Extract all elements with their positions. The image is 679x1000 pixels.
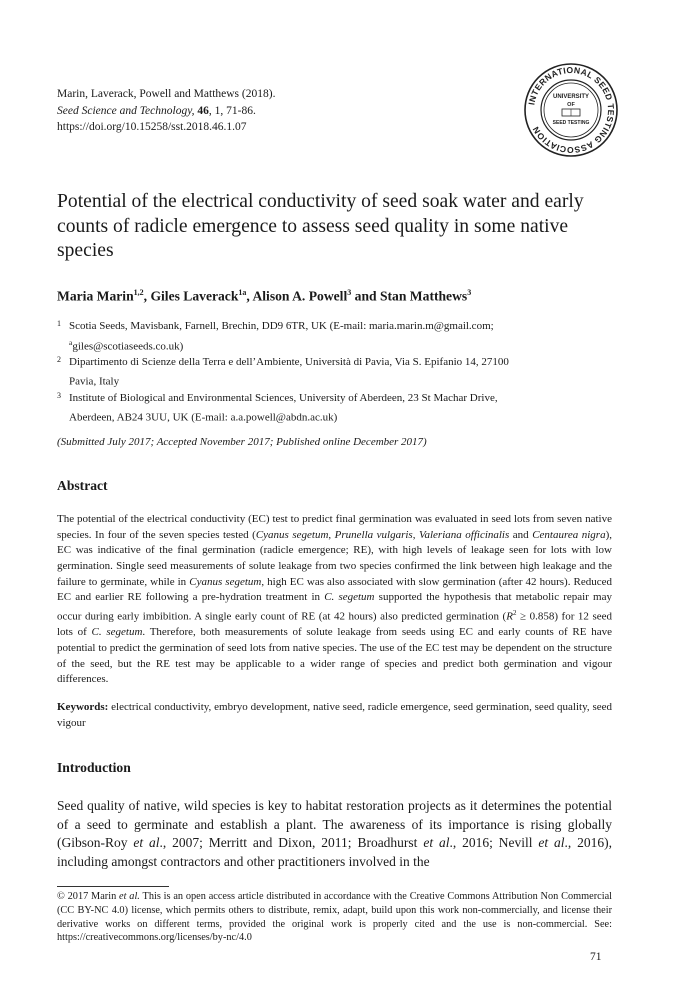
species-name: Cyanus segetum — [255, 528, 329, 541]
affiliation-3 — [57, 391, 627, 427]
species-name: C. segetum — [324, 591, 375, 604]
seal-inner-top: UNIVERSITY — [552, 94, 590, 100]
affiliation-text — [69, 355, 627, 391]
affiliation-2 — [57, 355, 627, 391]
keywords-label: Keywords: — [57, 701, 109, 713]
affiliation-line: Scotia Seeds, Mavisbank, Farnell, Brechin, DD9 6TR, UK (E-mail: maria.marin.m@gmail.com; — [69, 320, 494, 332]
affiliation-number: 1 — [57, 319, 61, 328]
citation-authors: Marin, Laverack, Powell and Matthews (2018). — [57, 88, 276, 100]
introduction-text — [57, 797, 612, 871]
affiliation-line-2: Pavia, Italy — [69, 376, 120, 389]
license-part: This is an open access article distributed in accordance with the Creative Commons Attribution Non Commercial (CC BY-NC 4.0) license, which permits others to distribute, remix, adapt, build upon this work non-commercially, and license their derivative works on different terms, provided the original work is properly cited and the use is non-commercial. See: https://creativecommons.org/licenses/by-nc/4.0 — [57, 891, 613, 944]
intro-part: Seed quality of native, wild species is key to habitat restoration projects as it determines the potential of a seed to germinate and establish a plant. The awareness of its importance is rising globally (Gibson-Roy — [57, 798, 612, 851]
affiliation-text — [69, 391, 627, 427]
seal-outer-text: INTERNATIONAL SEED TESTING ASSOCIATION — [526, 64, 617, 156]
author-name: Giles Laverack — [150, 288, 239, 304]
affiliation-sup: a — [69, 337, 73, 347]
doi-link[interactable]: https://doi.org/10.15258/sst.2018.46.1.07 — [57, 121, 247, 133]
abstract-part: , high EC was also associated with slow germination (after 42 hours). Reduced EC and earlier RE following a pre-hydration treatment in — [57, 575, 613, 604]
ista-seal-logo — [523, 62, 619, 158]
abstract-part: and — [509, 528, 533, 541]
author-separator: and — [351, 288, 380, 304]
footnote-divider — [57, 886, 169, 887]
author-list — [57, 288, 627, 305]
keywords — [57, 700, 612, 731]
abstract-part: The potential of the electrical conductivity (EC) test to predict final germination was evaluated in seed lots from seven native species. In four of the seven species tested ( — [57, 513, 612, 541]
submission-dates: (Submitted July 2017; Accepted November 2017; Published online December 2017) — [57, 436, 427, 448]
author-separator: , — [143, 288, 151, 304]
affiliation-line-2: giles@scotiaseeds.co.uk) — [72, 340, 184, 353]
author-affiliation-sup: 3 — [347, 288, 352, 297]
affiliation-line: Institute of Biological and Environmental Sciences, University of Aberdeen, 23 St Machar Drive, — [69, 391, 498, 404]
species-name: Cyanus segetum — [189, 575, 262, 588]
citation-journal-line: Seed Science and Technology, 46, 1, 71-86. — [57, 104, 256, 117]
r-squared-sup: 2 — [512, 608, 517, 617]
seal-icon — [523, 62, 619, 158]
abstract-part: , — [328, 528, 335, 541]
introduction-heading: Introduction — [57, 760, 131, 775]
et-al: et al. — [119, 891, 140, 902]
author-name: Maria Marin — [57, 288, 134, 304]
author-affiliation-sup: 1a — [238, 288, 247, 297]
affiliation-number: 3 — [57, 390, 61, 400]
intro-part: ., 2016; Nevill — [449, 835, 539, 851]
license-part: © 2017 Marin — [57, 891, 120, 902]
seal-inner-mid: OF — [567, 102, 575, 108]
author-name: Alison A. Powell — [252, 288, 348, 304]
intro-part: ., 2016), including amongst contractors and other practitioners involved in the — [57, 835, 613, 869]
page-number: 71 — [590, 951, 602, 963]
affiliations — [57, 319, 627, 427]
abstract-part: ), EC was indicative of the final germination (radicle emergence; RE), with high levels of leakage seen for lots with low germination. Single seed measurements of solute leakage from two species confirmed the link between high leakage and the failure to germinate, while in — [57, 528, 612, 588]
affiliation-1 — [57, 319, 627, 355]
abstract-part: ≥ 0.858) for 12 seed lots of — [57, 610, 613, 639]
keywords-text: electrical conductivity, embryo development, native seed, radicle emergence, seed germination, seed quality, seed vigour — [57, 701, 612, 729]
affiliation-line-2: Aberdeen, AB24 3UU, UK (E-mail: a.a.powell@abdn.ac.uk) — [69, 411, 338, 424]
abstract-heading: Abstract — [57, 478, 108, 493]
abstract-text — [57, 512, 612, 688]
species-name: Prunella vulgaris — [334, 528, 413, 541]
author-separator: , — [246, 288, 253, 304]
citation-block — [57, 86, 497, 136]
affiliation-line — [69, 335, 627, 355]
et-al: et al — [538, 835, 565, 851]
author-affiliation-sup: 3 — [467, 288, 472, 297]
species-name: Centaurea nigra — [532, 528, 606, 541]
author-affiliation-sup: 1,2 — [133, 288, 144, 297]
license-footnote — [57, 890, 612, 945]
abstract-part: supported the hypothesis that metabolic repair may occur during early imbibition. A single early count of RE (at 42 hours) also predicted germination ( — [57, 591, 612, 623]
author-name: Stan Matthews — [379, 288, 468, 304]
abstract-part: , — [412, 528, 419, 541]
r-squared-symbol: R — [506, 610, 513, 623]
affiliation-text — [69, 319, 627, 355]
affiliation-line — [69, 406, 627, 426]
seal-inner-bottom: SEED TESTING — [552, 120, 590, 126]
journal-volume: 46 — [197, 104, 209, 117]
affiliation-number: 2 — [57, 354, 61, 364]
species-name: Valeriana officinalis — [418, 528, 510, 541]
paper-title: Potential of the electrical conductivity of seed soak water and early counts of radicle emergence to assess seed quality in some native species — [57, 191, 584, 261]
intro-part: ., 2007; Merritt and Dixon, 2011; Broadhurst — [159, 835, 424, 851]
et-al: et al — [133, 835, 160, 851]
et-al: et al — [423, 835, 450, 851]
affiliation-line: Dipartimento di Scienze della Terra e dell’Ambiente, Università di Pavia, Via S. Epifanio 14, 27100 — [69, 355, 509, 368]
journal-name: Seed Science and Technology — [57, 104, 192, 117]
abstract-part: . Therefore, both measurements of solute leakage from seeds using EC and early counts of RE have potential to predict the germination of seed lots from native species. The use of the EC test may be dependent on the structure of the seed, but the RE test may be applicable to a wider range of species and predict both germination and vigour differences. — [57, 626, 612, 686]
affiliation-line — [69, 370, 627, 390]
species-name: C. segetum — [91, 626, 143, 639]
journal-issue-pages: , 1, 71-86. — [208, 104, 256, 117]
